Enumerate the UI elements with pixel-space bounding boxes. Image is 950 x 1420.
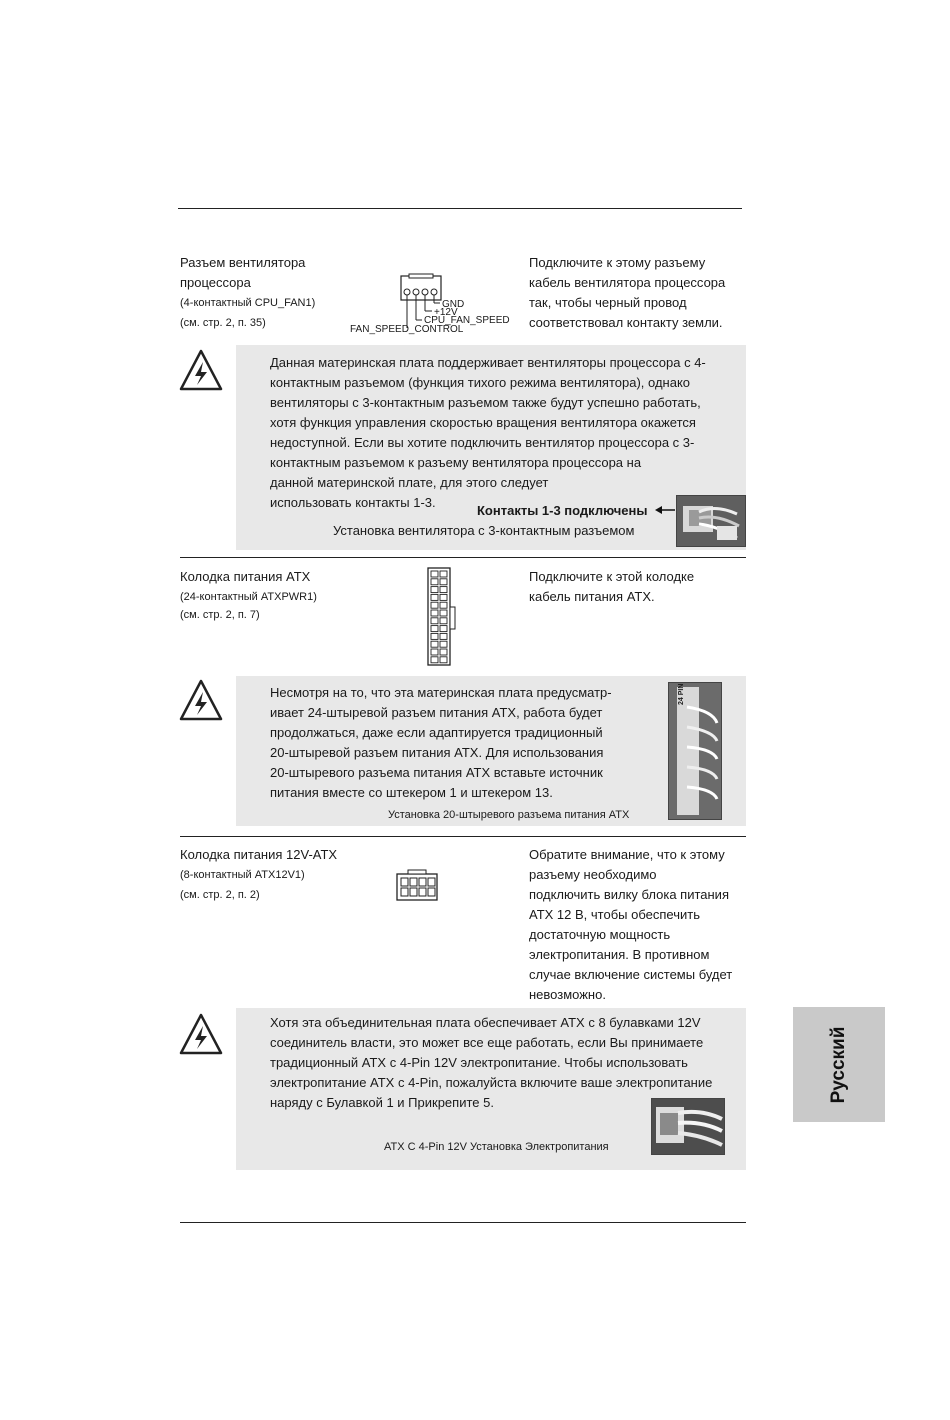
note1-line: контактным разъемом (функция тихого режима вентилятора), однако	[270, 375, 691, 390]
section-divider	[180, 836, 746, 837]
atx-24pin-connector-diagram	[426, 567, 462, 667]
note3-line: соединитель власти, это может все еще работать, если Вы принимаете	[270, 1035, 704, 1050]
cpu-fan-12v-label: +12V	[434, 307, 458, 318]
atx12v-subtitle: (8-контактный ATX12V1)	[180, 869, 305, 881]
atx-title: Колодка питания ATX	[180, 569, 311, 584]
note2-line: Несмотря на то, что эта материнская плата предусматр-	[270, 685, 612, 700]
language-tab-label: Русский	[828, 1026, 849, 1103]
atx-desc-2: кабель питания ATX.	[529, 589, 655, 604]
cpu-fan-desc-3: так, чтобы черный провод	[529, 295, 687, 310]
cpu-fan-title-1: Разъем вентилятора	[180, 255, 306, 270]
cpu-fan-desc-4: соответствовал контакту земли.	[529, 315, 723, 330]
atx12v-desc-5: достаточную мощность	[529, 927, 671, 942]
section-divider	[180, 557, 746, 558]
atx-photo-label: 24 PIN	[678, 683, 685, 705]
atx12v-desc-6: электропитания. В противном	[529, 947, 710, 962]
atx-install-photo	[668, 682, 722, 820]
warning-icon	[178, 348, 224, 394]
atx12v-install-photo	[651, 1098, 725, 1155]
note1-line: Данная материнская плата поддерживает вентиляторы процессора с 4-	[270, 355, 706, 370]
cpu-fan-control-label: FAN_SPEED_CONTROL	[350, 324, 464, 335]
note3-line: Хотя эта объединительная плата обеспечивает ATX с 8 булавками 12V	[270, 1015, 701, 1030]
note1-line: хотя функция управления скоростью вращения вентилятора окажется	[270, 415, 696, 430]
note1-line: данной материнской плате, для этого следует	[270, 475, 549, 490]
atx12v-desc-4: ATX 12 В, чтобы обеспечить	[529, 907, 700, 922]
atx12v-title: Колодка питания 12V-ATX	[180, 847, 338, 862]
note1-line: вентиляторы с 3-контактным разъемом также будут успешно работать,	[270, 395, 701, 410]
atx12v-desc-8: невозможно.	[529, 987, 606, 1002]
top-rule	[178, 208, 742, 209]
note1-caption: Установка вентилятора с 3-контактным разъемом	[333, 523, 635, 538]
atx-desc-1: Подключите к этой колодке	[529, 569, 695, 584]
note1-line: контактным разъемом к разъему вентилятора процессора на	[270, 455, 642, 470]
cpu-fan-desc-1: Подключите к этому разъему	[529, 255, 706, 270]
note1-line: использовать контакты 1-3.	[270, 495, 436, 510]
note3-caption: ATX С 4-Pin 12V Установка Электропитания	[384, 1141, 609, 1153]
atx12v-ref: (см. стр. 2, п. 2)	[180, 889, 260, 901]
cpu-fan-desc-2: кабель вентилятора процессора	[529, 275, 726, 290]
warning-icon	[178, 1012, 224, 1058]
cpu-fan-subtitle: (4-контактный CPU_FAN1)	[180, 297, 316, 309]
cpu-fan-speed-label: CPU_FAN_SPEED	[424, 315, 510, 326]
note3-line: традиционный ATX с 4-Pin 12V электропитание. Чтобы использовать	[270, 1055, 688, 1070]
atx12v-8pin-connector-diagram	[394, 868, 442, 904]
note2-line: 20-штыревого разъема питания ATX вставьте источник	[270, 765, 603, 780]
note3-line: наряду с Булавкой 1 и Прикрепите 5.	[270, 1095, 494, 1110]
note2-caption: Установка 20-штыревого разъема питания ATX	[388, 809, 630, 821]
atx12v-desc-2: разъему необходимо	[529, 867, 657, 882]
cpu-fan-title-2: процессора	[180, 275, 251, 290]
note1-callout: Контакты 1-3 подключены	[477, 503, 648, 518]
bottom-rule	[180, 1222, 746, 1223]
atx-subtitle: (24-контактный ATXPWR1)	[180, 591, 317, 603]
fan-install-photo	[676, 495, 746, 547]
note2-line: 20-штыревой разъем питания ATX. Для использования	[270, 745, 604, 760]
note3-line: электропитание ATX с 4-Pin, пожалуйста включите ваше электропитание	[270, 1075, 713, 1090]
note2-line: ивает 24-штыревой разъем питания ATX, работа будет	[270, 705, 603, 720]
atx12v-desc-3: подключить вилку блока питания	[529, 887, 729, 902]
atx12v-desc-7: случае включение системы будет	[529, 967, 733, 982]
atx12v-desc-1: Обратите внимание, что к этому	[529, 847, 725, 862]
atx-ref: (см. стр. 2, п. 7)	[180, 609, 260, 621]
language-tab	[793, 1007, 885, 1122]
arrow-icon	[655, 504, 677, 516]
note1-line: недоступной. Если вы хотите подключить вентилятор процессора с 3-	[270, 435, 695, 450]
cpu-fan-gnd-label: GND	[442, 299, 465, 310]
warning-icon	[178, 678, 224, 724]
note2-line: питания вместе со штекером 1 и штекером 13.	[270, 785, 553, 800]
note2-line: продолжаться, даже если адаптируется традиционный	[270, 725, 603, 740]
cpu-fan-ref: (см. стр. 2, п. 35)	[180, 317, 266, 329]
